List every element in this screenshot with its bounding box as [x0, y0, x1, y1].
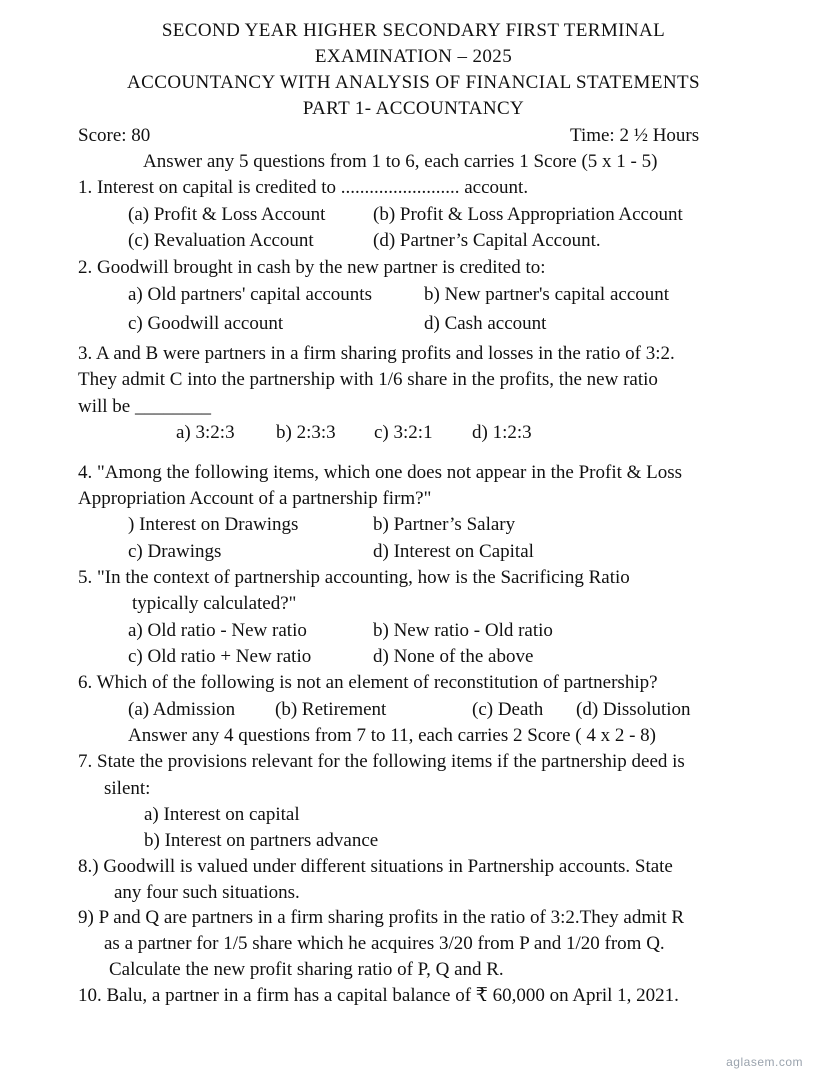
question-5-line-2: typically calculated?": [132, 593, 297, 614]
question-5-option-d: d) None of the above: [373, 646, 534, 667]
question-9-line-1: 9) P and Q are partners in a firm sharing profits in the ratio of 3:2.They admit R: [78, 907, 685, 928]
question-2-option-b: b) New partner's capital account: [424, 284, 670, 305]
question-5-line-1: 5. "In the context of partnership accounting, how is the Sacrificing Ratio: [78, 567, 630, 588]
question-8-line-1: 8.) Goodwill is valued under different situations in Partnership accounts. State: [78, 856, 673, 877]
header-line-1: SECOND YEAR HIGHER SECONDARY FIRST TERMINAL: [161, 20, 666, 41]
question-4-line-2: Appropriation Account of a partnership firm?": [78, 488, 432, 509]
question-6-option-a: (a) Admission: [128, 699, 236, 720]
question-3-option-c: c) 3:2:1: [374, 422, 433, 443]
question-2-option-a: a) Old partners' capital accounts: [128, 284, 372, 305]
question-3-line-2: They admit C into the partnership with 1/6 share in the profits, the new ratio: [78, 369, 658, 390]
question-6-option-c: (c) Death: [472, 699, 544, 720]
question-1-option-c: (c) Revaluation Account: [128, 230, 314, 251]
question-6-option-b: (b) Retirement: [275, 699, 387, 720]
question-6-stem: 6. Which of the following is not an element of reconstitution of partnership?: [78, 672, 658, 693]
section-instruction-2: Answer any 4 questions from 7 to 11, each carries 2 Score ( 4 x 2 - 8): [128, 725, 656, 746]
question-7-item-a: a) Interest on capital: [144, 804, 300, 825]
section-instruction-1: Answer any 5 questions from 1 to 6, each carries 1 Score (5 x 1 - 5): [143, 151, 658, 172]
question-7-item-b: b) Interest on partners advance: [144, 830, 379, 851]
question-2-option-c: c) Goodwill account: [128, 313, 284, 334]
question-10-line-1: 10. Balu, a partner in a firm has a capital balance of ₹ 60,000 on April 1, 2021.: [78, 985, 679, 1006]
question-9-line-3: Calculate the new profit sharing ratio of P, Q and R.: [109, 959, 504, 980]
question-5-option-b: b) New ratio - Old ratio: [373, 620, 553, 641]
question-9-line-2: as a partner for 1/5 share which he acquires 3/20 from P and 1/20 from Q.: [104, 933, 665, 954]
question-4-option-c: c) Drawings: [128, 541, 222, 562]
question-3-line-1: 3. A and B were partners in a firm sharing profits and losses in the ratio of 3:2.: [78, 343, 675, 364]
header-line-3: ACCOUNTANCY WITH ANALYSIS OF FINANCIAL STATEMENTS: [127, 72, 700, 93]
watermark: aglasem.com: [726, 1055, 803, 1069]
header-line-2: EXAMINATION – 2025: [314, 46, 513, 67]
question-1-stem: 1. Interest on capital is credited to ......................... account.: [78, 177, 529, 198]
score-label: Score: 80: [78, 125, 151, 146]
question-3-line-3: will be ________: [78, 396, 211, 417]
question-8-line-2: any four such situations.: [114, 882, 300, 903]
question-6-option-d: (d) Dissolution: [576, 699, 691, 720]
question-4-option-b: b) Partner’s Salary: [373, 514, 516, 535]
question-1-option-b: (b) Profit & Loss Appropriation Account: [373, 204, 683, 225]
header-line-4: PART 1- ACCOUNTANCY: [302, 98, 525, 119]
question-2-option-d: d) Cash account: [424, 313, 547, 334]
question-5-option-a: a) Old ratio - New ratio: [128, 620, 307, 641]
question-4-option-a: ) Interest on Drawings: [128, 514, 299, 535]
question-3-option-a: a) 3:2:3: [176, 422, 235, 443]
question-3-option-d: d) 1:2:3: [472, 422, 532, 443]
question-1-option-d: (d) Partner’s Capital Account.: [373, 230, 601, 251]
question-4-option-d: d) Interest on Capital: [373, 541, 534, 562]
question-2-stem: 2. Goodwill brought in cash by the new partner is credited to:: [78, 257, 546, 278]
time-label: Time: 2 ½ Hours: [570, 125, 700, 146]
question-4-line-1: 4. "Among the following items, which one does not appear in the Profit & Loss: [78, 462, 683, 483]
question-3-option-b: b) 2:3:3: [276, 422, 336, 443]
question-5-option-c: c) Old ratio + New ratio: [128, 646, 312, 667]
question-7-line-1: 7. State the provisions relevant for the following items if the partnership deed is: [78, 751, 685, 772]
question-7-line-2: silent:: [104, 778, 151, 799]
question-1-option-a: (a) Profit & Loss Account: [128, 204, 326, 225]
